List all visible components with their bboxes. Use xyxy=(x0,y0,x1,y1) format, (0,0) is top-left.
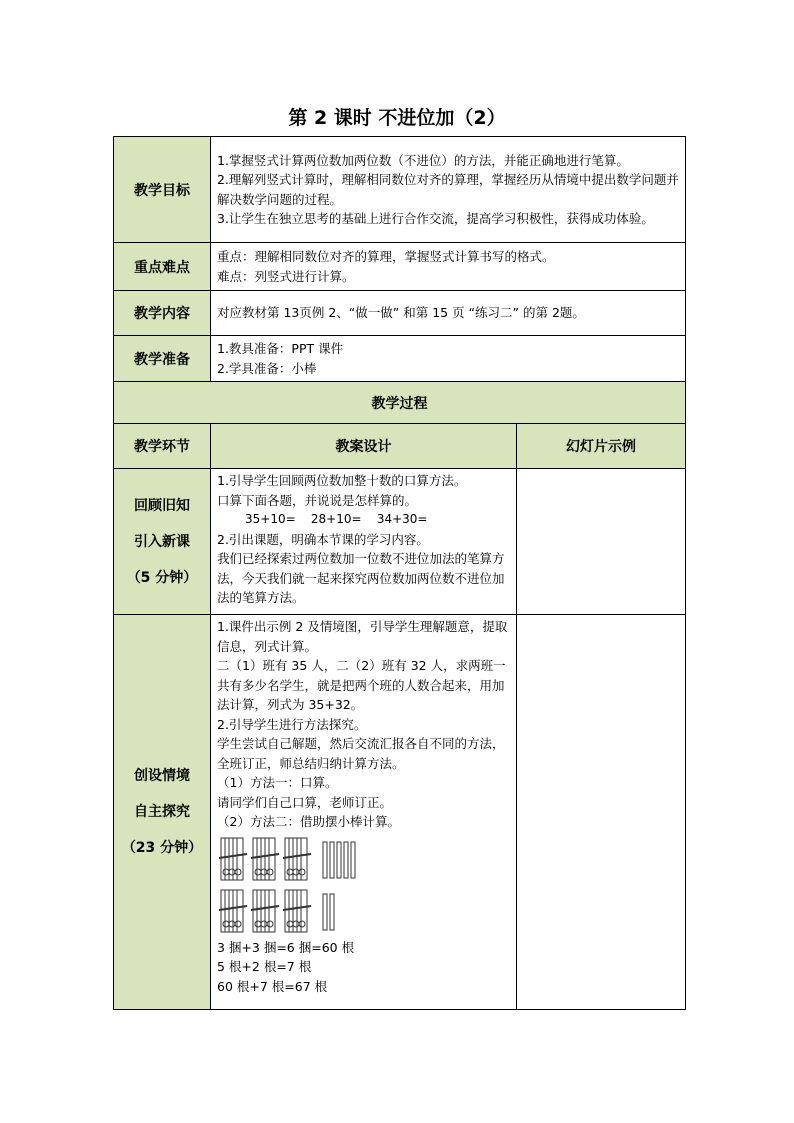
stage-name-line: 自主探究 xyxy=(134,804,190,820)
stage2-slides xyxy=(517,615,686,1010)
keypoints-content xyxy=(211,243,686,291)
sticks-diagram xyxy=(217,836,357,936)
objective-line: 3.让学生在独立思考的基础上进行合作交流，提高学习积极性，获得成功体验。 xyxy=(217,211,654,226)
stick-bundle-icon xyxy=(283,890,311,932)
keypoint-line: 重点：理解相同数位对齐的算理，掌握竖式计算书写的格式。 xyxy=(217,249,555,264)
content-row xyxy=(114,291,686,336)
preparation-content xyxy=(211,336,686,382)
stage2-row xyxy=(114,615,686,1010)
stage1-design xyxy=(211,469,517,615)
column-header-stage: 教学环节 xyxy=(114,424,211,469)
process-header-row xyxy=(114,382,686,424)
stage-name-line: （5 分钟） xyxy=(126,569,198,586)
counting-sticks-illustration xyxy=(217,836,510,936)
objective-line: 2.理解列竖式计算时，理解相同数位对齐的算理，掌握经历从情境中提出数学问题并解决数学问题的过程。 xyxy=(217,172,679,207)
stage2-name xyxy=(114,615,211,1010)
stick-bundle-icon xyxy=(251,890,279,932)
stick-bundle-icon xyxy=(251,838,279,880)
design-line: 2.引导学生进行方法探究。 xyxy=(217,716,367,732)
column-header-slides: 幻灯片示例 xyxy=(517,424,686,469)
design-line: 60 根+7 根=67 根 xyxy=(217,978,328,994)
stick-bundle-icon xyxy=(219,890,247,932)
stage1-row xyxy=(114,469,686,615)
design-line: 学生尝试自己解题，然后交流汇报各自不同的方法，全班订正，师总结归纳计算方法。 xyxy=(217,736,505,771)
stage1-name xyxy=(114,469,211,615)
preparation-label: 教学准备 xyxy=(114,336,211,382)
oral-calc-formulas: 35+10= 28+10= 34+30= xyxy=(245,512,428,526)
design-line: 口算下面各题，并说说是怎样算的。 xyxy=(217,492,418,508)
design-line: 1.课件出示例 2 及情境图，引导学生理解题意，提取信息，列式计算。 xyxy=(217,619,508,654)
stage-name-line: 引入新课 xyxy=(134,533,190,550)
design-line: （2）方法二：借助摆小棒计算。 xyxy=(217,814,400,829)
objectives-row xyxy=(114,137,686,243)
design-line: （1）方法一：口算。 xyxy=(217,775,338,790)
design-line: 二（1）班有 35 人，二（2）班有 32 人，求两班一共有多少名学生，就是把两个班的人数合起来，用加法计算，列式为 35+32。 xyxy=(217,658,506,712)
design-line: 请同学们自己口算，老师订正。 xyxy=(217,794,393,810)
single-sticks-icon xyxy=(323,894,334,930)
keypoint-line: 难点：列竖式进行计算。 xyxy=(217,268,355,284)
stage-name-line: 创设情境 xyxy=(134,768,190,784)
design-line: 我们已经探索过两位数加一位数不进位加法的笔算方法，今天我们就一起来探究两位数加两位数不进位加法的笔算方法。 xyxy=(217,551,505,605)
single-sticks-icon xyxy=(323,842,355,878)
content-label: 教学内容 xyxy=(114,291,211,336)
stage2-design xyxy=(211,615,517,1010)
preparation-line: 1.教具准备：PPT 课件 xyxy=(217,341,344,356)
design-line: 3 捆+3 捆=6 捆=60 根 xyxy=(217,939,355,955)
stage1-slides xyxy=(517,469,686,615)
objectives-content xyxy=(211,137,686,243)
objectives-label: 教学目标 xyxy=(114,137,211,243)
stick-bundle-icon xyxy=(219,838,247,880)
stick-bundle-icon xyxy=(283,838,311,880)
design-line: 2.引出课题，明确本节课的学习内容。 xyxy=(217,531,429,547)
page-title: 第 2 课时 不进位加（2） xyxy=(288,107,506,129)
design-line: 1.引导学生回顾两位数加整十数的口算方法。 xyxy=(217,473,467,488)
content-text: 对应教材第 13页例 2、“做一做” 和第 15 页 “练习二” 的第 2题。 xyxy=(211,291,686,336)
preparation-row xyxy=(114,336,686,382)
stage-name-line: 回顾旧知 xyxy=(134,497,190,514)
column-header-design: 教案设计 xyxy=(211,424,517,469)
design-line: 5 根+2 根=7 根 xyxy=(217,959,312,974)
column-header-row xyxy=(114,424,686,469)
keypoints-row xyxy=(114,243,686,291)
stage-name-line: （23 分钟） xyxy=(121,840,203,856)
process-header: 教学过程 xyxy=(114,382,686,424)
objective-line: 1.掌握竖式计算两位数加两位数（不进位）的方法，并能正确地进行笔算。 xyxy=(217,152,629,168)
preparation-line: 2.学具准备：小棒 xyxy=(217,360,317,376)
lesson-plan-table xyxy=(113,136,686,1010)
keypoints-label: 重点难点 xyxy=(114,243,211,291)
